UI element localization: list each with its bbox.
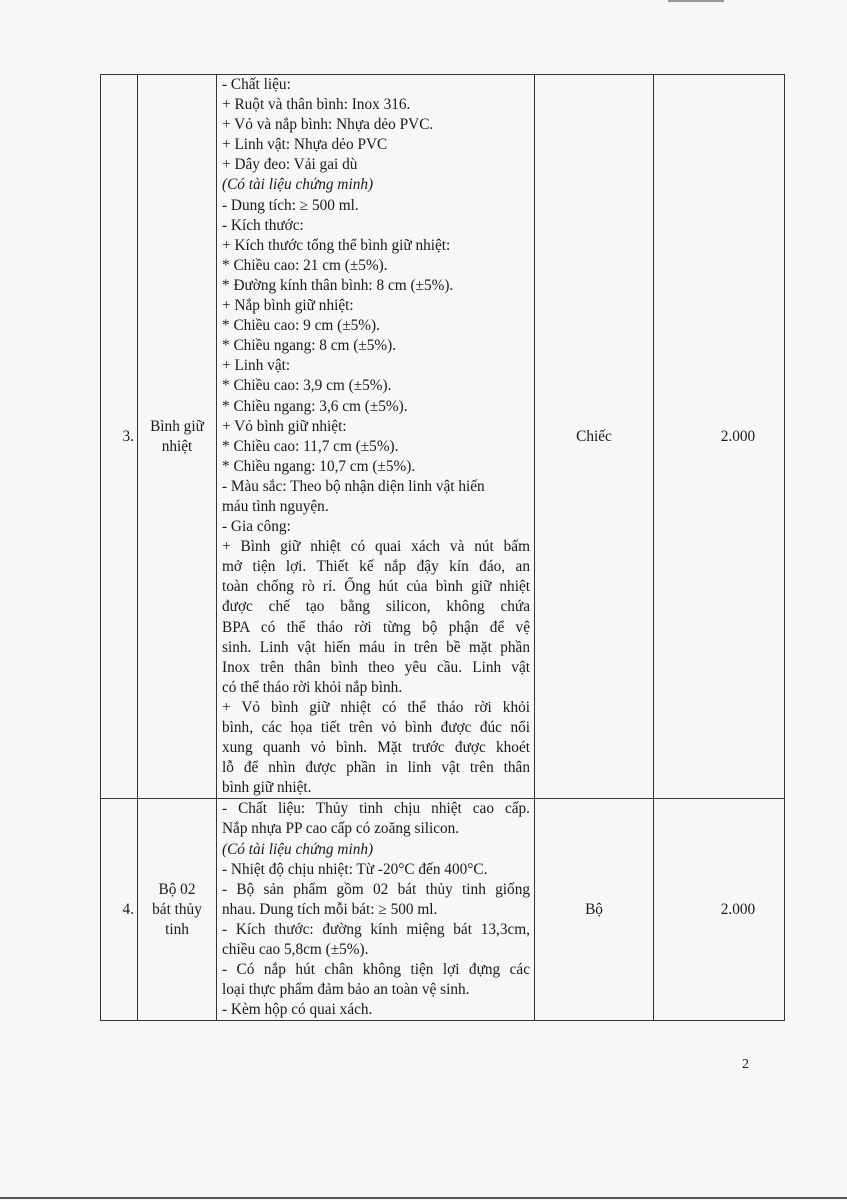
description-line: - Kích thước: đường kính miệng bát 13,3cm, [222, 920, 530, 938]
description-line: - Gia công: [222, 518, 291, 536]
item-name-line: bát thủy [152, 900, 202, 918]
description-line: - Dung tích: ≥ 500 ml. [222, 196, 359, 214]
table-row [101, 799, 785, 1021]
item-name-line: tinh [165, 920, 189, 938]
description-line: + Dây đeo: Vải gai dù [222, 156, 358, 174]
description-line: * Chiều cao: 21 cm (±5%). [222, 256, 388, 274]
description-line: BPA có thể tháo rời từng bộ phận để vệ [222, 618, 530, 636]
description-line: bình giữ nhiệt. [222, 779, 312, 797]
description-line: lỗ để nhìn được phần in linh vật trên thân [222, 759, 530, 777]
row-number: 4. [101, 799, 138, 1021]
description-line: nhau. Dung tích mỗi bát: ≥ 500 ml. [222, 900, 438, 918]
table-row [101, 75, 785, 799]
item-unit: Bộ [535, 799, 654, 1021]
description-line: - Nhiệt độ chịu nhiệt: Từ -20°C đến 400°C. [222, 860, 488, 878]
specification-table [100, 74, 785, 1021]
description-line: + Nắp bình giữ nhiệt: [222, 297, 354, 315]
item-quantity: 2.000 [654, 799, 785, 1021]
description-line: - Màu sắc: Theo bộ nhận diện linh vật hiến [222, 477, 485, 495]
description-line: * Chiều ngang: 3,6 cm (±5%). [222, 397, 408, 415]
description-line: + Linh vật: [222, 357, 291, 375]
description-line: chiều cao 5,8cm (±5%). [222, 941, 369, 959]
item-name-line: Bộ 02 [158, 880, 196, 898]
item-quantity: 2.000 [654, 75, 785, 799]
description-line: * Chiều cao: 9 cm (±5%). [222, 317, 380, 335]
item-unit: Chiếc [535, 75, 654, 799]
description-line: có thể tháo rời khỏi nắp bình. [222, 678, 403, 696]
top-edge-mark [668, 0, 724, 2]
description-line: mở tiện lợi. Thiết kế nắp đậy kín đáo, an [222, 558, 530, 576]
description-line: được chế tạo bằng silicon, không chứa [222, 598, 530, 616]
description-line: * Chiều cao: 11,7 cm (±5%). [222, 437, 399, 455]
description-line: bình, các họa tiết trên vỏ bình được đúc nổi [222, 719, 530, 736]
row-number: 3. [101, 75, 138, 799]
item-description [217, 75, 535, 799]
description-line: xung quanh vỏ bình. Mặt trước được khoét [222, 739, 530, 757]
description-line: - Chất liệu: [222, 76, 291, 93]
description-line: + Vỏ bình giữ nhiệt có thể tháo rời khỏi [222, 698, 530, 716]
description-line: Nắp nhựa PP cao cấp có zoăng silicon. [222, 820, 460, 838]
description-line: - Có nắp hút chân không tiện lợi đựng các [222, 961, 530, 979]
description-line: + Kích thước tổng thể bình giữ nhiệt: [222, 236, 451, 254]
description-line: loại thực phẩm đảm bảo an toàn vệ sinh. [222, 981, 470, 999]
item-name-line: nhiệt [161, 437, 193, 455]
description-line: * Chiều ngang: 8 cm (±5%). [222, 337, 397, 355]
item-description [217, 799, 535, 1021]
bottom-edge-rule [0, 1197, 847, 1199]
description-line: * Đường kính thân bình: 8 cm (±5%). [222, 276, 454, 294]
description-line: * Chiều cao: 3,9 cm (±5%). [222, 377, 392, 395]
description-line: + Vỏ bình giữ nhiệt: [222, 417, 347, 435]
page-number: 2 [742, 1057, 749, 1072]
description-line: sinh. Linh vật hiến máu in trên bề mặt phần [222, 638, 530, 656]
item-name [138, 799, 217, 1021]
description-line: - Kích thước: [222, 216, 304, 234]
description-line: toàn chống rò rỉ. Ống hút của bình giữ nhiệt [222, 578, 530, 596]
description-line: máu tình nguyện. [222, 497, 329, 515]
description-line: - Bộ sản phẩm gồm 02 bát thủy tinh giống [222, 880, 530, 898]
description-line: (Có tài liệu chứng minh) [222, 840, 374, 858]
description-line: * Chiều ngang: 10,7 cm (±5%). [222, 457, 416, 475]
item-name-line: Bình giữ [150, 417, 204, 435]
description-line: + Linh vật: Nhựa dẻo PVC [222, 136, 388, 154]
item-name [138, 75, 217, 799]
description-line: (Có tài liệu chứng minh) [222, 176, 374, 194]
description-line: + Bình giữ nhiệt có quai xách và nút bấm [222, 538, 530, 556]
description-line: Inox trên thân bình theo yêu cầu. Linh vật [222, 658, 530, 676]
description-line: + Ruột và thân bình: Inox 316. [222, 96, 411, 114]
description-line: + Vỏ và nắp bình: Nhựa dẻo PVC. [222, 116, 434, 134]
description-line: - Chất liệu: Thủy tinh chịu nhiệt cao cấp. [222, 800, 530, 818]
description-line: - Kèm hộp có quai xách. [222, 1001, 373, 1019]
